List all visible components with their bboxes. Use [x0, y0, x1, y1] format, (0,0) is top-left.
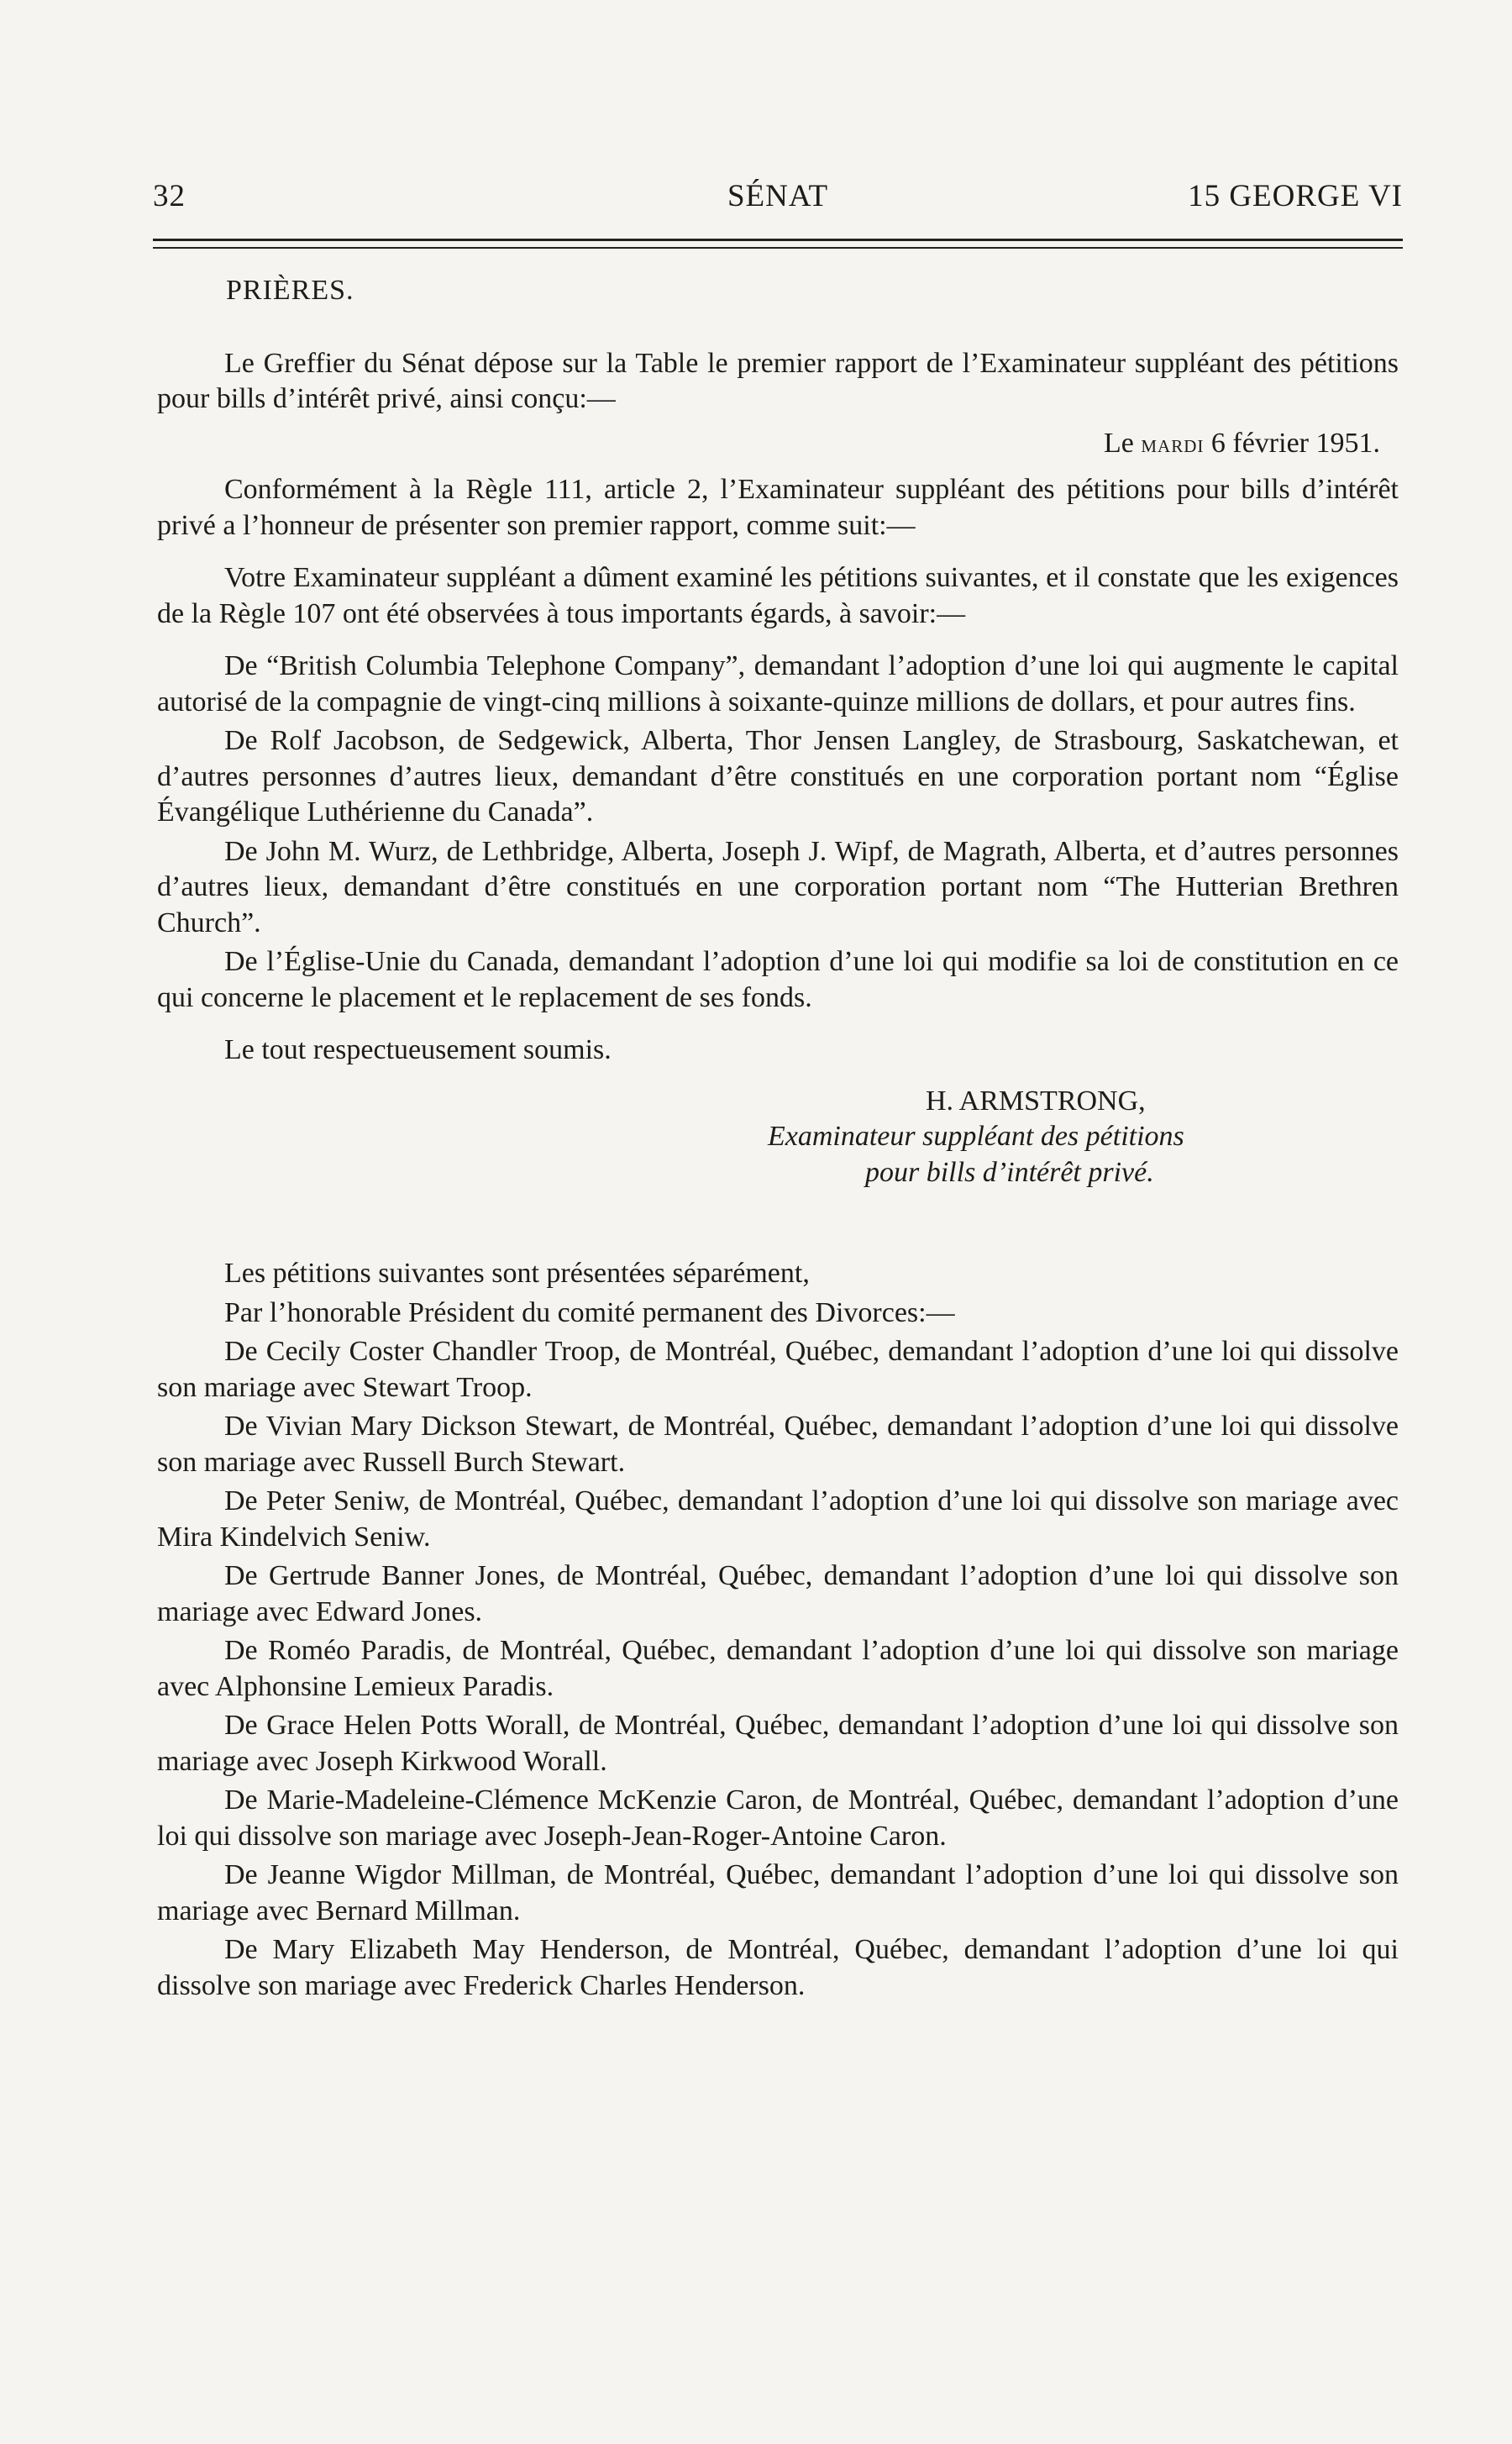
date-rest: 6 février 1951. — [1210, 427, 1380, 459]
section-heading: PRIÈRES. — [226, 275, 354, 306]
paragraph-divorce-committee: Par l’honorable Président du comité permanent des Divorces:— — [224, 1296, 955, 1328]
petition-item: De l’Église-Unie du Canada, demandant l’adoption d’une loi qui modifie sa loi de constitution en ce qui concerne le placement et le replacement de ses fonds. — [157, 946, 1399, 1013]
report-date — [157, 426, 1399, 463]
header-rule-thick — [153, 239, 1403, 241]
signature-title-line-2: pour bills d’intérêt privé. — [865, 1156, 1154, 1188]
divorce-petition-item: De Peter Seniw, de Montréal, Québec, demandant l’adoption d’une loi qui dissolve son mariage avec Mira Kindelvich Seniw. — [157, 1485, 1399, 1553]
paragraph-presented-separately: Les pétitions suivantes sont présentées séparément, — [224, 1258, 810, 1289]
divorce-petition-item: De Mary Elizabeth May Henderson, de Montréal, Québec, demandant l’adoption d’une loi qui dissolve son mariage avec Frederick Charles Henderson. — [157, 1934, 1399, 2001]
divorce-petition-item: De Roméo Paradis, de Montréal, Québec, demandant l’adoption d’une loi qui dissolve son mariage avec Alphonsine Lemieux Paradis. — [157, 1635, 1399, 1702]
date-prefix: Le — [1104, 427, 1134, 459]
signature-name: H. ARMSTRONG, — [926, 1085, 1146, 1117]
signature-block — [157, 1084, 1399, 1191]
divorce-petition-item: De Vivian Mary Dickson Stewart, de Montréal, Québec, demandant l’adoption d’une loi qui dissolve son mariage avec Russell Burch Stewart. — [157, 1411, 1399, 1478]
date-day: mardi — [1141, 429, 1205, 458]
paragraph-examined: Votre Examinateur suppléant a dûment examiné les pétitions suivantes, et il constate que les exigences de la Règle 107 ont été observées à tous importants égards, à savoir:— — [157, 562, 1399, 629]
divorce-petition-item: De Jeanne Wigdor Millman, de Montréal, Québec, demandant l’adoption d’une loi qui dissolve son mariage avec Bernard Millman. — [157, 1859, 1399, 1926]
divorce-petition-item: De Gertrude Banner Jones, de Montréal, Québec, demandant l’adoption d’une loi qui dissolve son mariage avec Edward Jones. — [157, 1560, 1399, 1627]
page-body — [157, 273, 1399, 2004]
closing-line: Le tout respectueusement soumis. — [224, 1034, 612, 1065]
header-title: SÉNAT — [727, 179, 829, 213]
divorce-petitions-section — [157, 1256, 1399, 2004]
paragraph-report-tabled: Le Greffier du Sénat dépose sur la Table le premier rapport de l’Examinateur suppléant des pétitions pour bills d’intérêt privé, ainsi conçu:— — [157, 347, 1399, 414]
petition-item: De John M. Wurz, de Lethbridge, Alberta, Joseph J. Wipf, de Magrath, Alberta, et d’autres personnes d’autres lieux, demandant d’être constitués en une corporation portant nom “The Hutterian Brethren Church”. — [157, 835, 1399, 938]
paragraph-rule-111: Conformément à la Règle 111, article 2, l’Examinateur suppléant des pétitions pour bills d’intérêt privé a l’honneur de présenter son premier rapport, comme suit:— — [157, 474, 1399, 541]
header-regnal-year: 15 GEORGE VI — [1188, 179, 1403, 213]
divorce-petition-item: De Marie-Madeleine-Clémence McKenzie Caron, de Montréal, Québec, demandant l’adoption d’une loi qui dissolve son mariage avec Joseph-Jean-Roger-Antoine Caron. — [157, 1784, 1399, 1852]
page-number: 32 — [153, 179, 186, 213]
divorce-petition-item: De Grace Helen Potts Worall, de Montréal, Québec, demandant l’adoption d’une loi qui dissolve son mariage avec Joseph Kirkwood Worall. — [157, 1710, 1399, 1777]
divorce-petition-item: De Cecily Coster Chandler Troop, de Montréal, Québec, demandant l’adoption d’une loi qui dissolve son mariage avec Stewart Troop. — [157, 1336, 1399, 1403]
petition-item: De “British Columbia Telephone Company”, demandant l’adoption d’une loi qui augmente le capital autorisé de la compagnie de vingt-cinq millions à soixante-quinze millions de dollars, et pour autres fins. — [157, 650, 1399, 717]
running-header — [153, 178, 1403, 220]
petition-item: De Rolf Jacobson, de Sedgewick, Alberta, Thor Jensen Langley, de Strasbourg, Saskatchewan, et d’autres personnes d’autres lieux, demandant d’être constitués en une corporation portant nom “Église Évangélique Luthérienne du Canada”. — [157, 725, 1399, 828]
header-rule-thin — [153, 247, 1403, 249]
signature-title-line-1: Examinateur suppléant des pétitions — [768, 1121, 1184, 1152]
